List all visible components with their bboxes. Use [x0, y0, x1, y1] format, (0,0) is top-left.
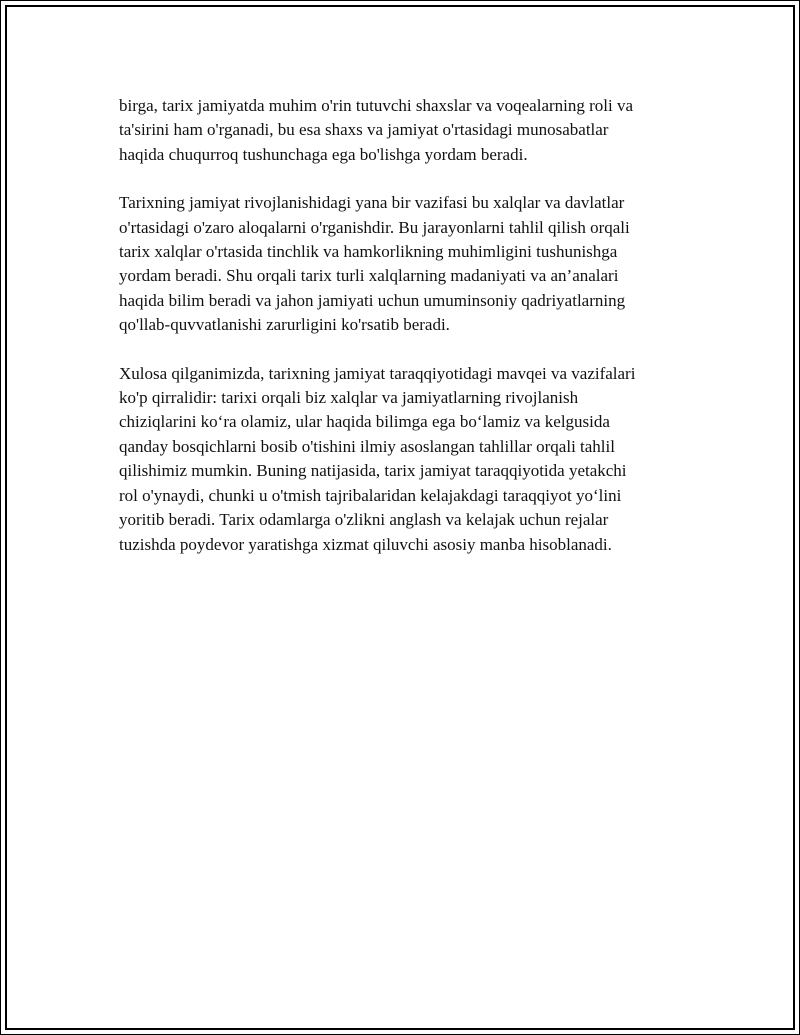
- text-line: tuzishda poydevor yaratishga xizmat qiluvchi asosiy manba hisoblanadi.: [119, 534, 612, 554]
- text-line: rol o'ynaydi, chunki u o'tmish tajribalaridan kelajakdagi taraqqiyot yo‘lini: [119, 485, 622, 505]
- text-line: qo'llab-quvvatlanishi zarurligini ko'rsatib beradi.: [119, 315, 450, 335]
- paragraph-3: [119, 362, 689, 557]
- text-line: o'rtasidagi o'zaro aloqalarni o'rganishdir. Bu jarayonlarni tahlil qilish orqali: [119, 217, 630, 237]
- text-line: birga, tarix jamiyatda muhim o'rin tutuvchi shaxslar va voqealarning roli va: [119, 96, 634, 115]
- text-line: chiziqlarini ko‘ra olamiz, ular haqida bilimga ega bo‘lamiz va kelgusida: [119, 412, 610, 432]
- text-line: ko'p qirralidir: tarixi orqali biz xalqlar va jamiyatlarning rivojlanish: [119, 388, 579, 408]
- text-line: Tarixning jamiyat rivojlanishidagi yana bir vazifasi bu xalqlar va davlatlar: [119, 193, 625, 213]
- text-line: qanday bosqichlarni bosib o'tishini ilmiy asoslangan tahlillar orqali tahlil: [119, 436, 615, 456]
- text-line: tarix xalqlar o'rtasida tinchlik va hamkorlikning muhimligini tushunishga: [119, 242, 618, 262]
- paragraph-2: [119, 191, 689, 337]
- text-line: Xulosa qilganimizda, tarixning jamiyat taraqqiyotidagi mavqei va vazifalari: [119, 363, 636, 383]
- paragraph-1: [119, 94, 689, 167]
- text-line: haqida chuqurroq tushunchaga ega bo'lishga yordam beradi.: [119, 144, 528, 164]
- text-line: haqida bilim beradi va jahon jamiyati uchun umuminsoniy qadriyatlarning: [119, 290, 626, 310]
- text-line: qilishimiz mumkin. Buning natijasida, tarix jamiyat taraqqiyotida yetakchi: [119, 461, 627, 481]
- text-line: yoritib beradi. Tarix odamlarga o'zlikni anglash va kelajak uchun rejalar: [119, 510, 609, 530]
- document-body: [119, 94, 689, 581]
- text-line: yordam beradi. Shu orqali tarix turli xalqlarning madaniyati va an’analari: [119, 266, 619, 286]
- text-line: ta'sirini ham o'rganadi, bu esa shaxs va jamiyat o'rtasidagi munosabatlar: [119, 120, 609, 140]
